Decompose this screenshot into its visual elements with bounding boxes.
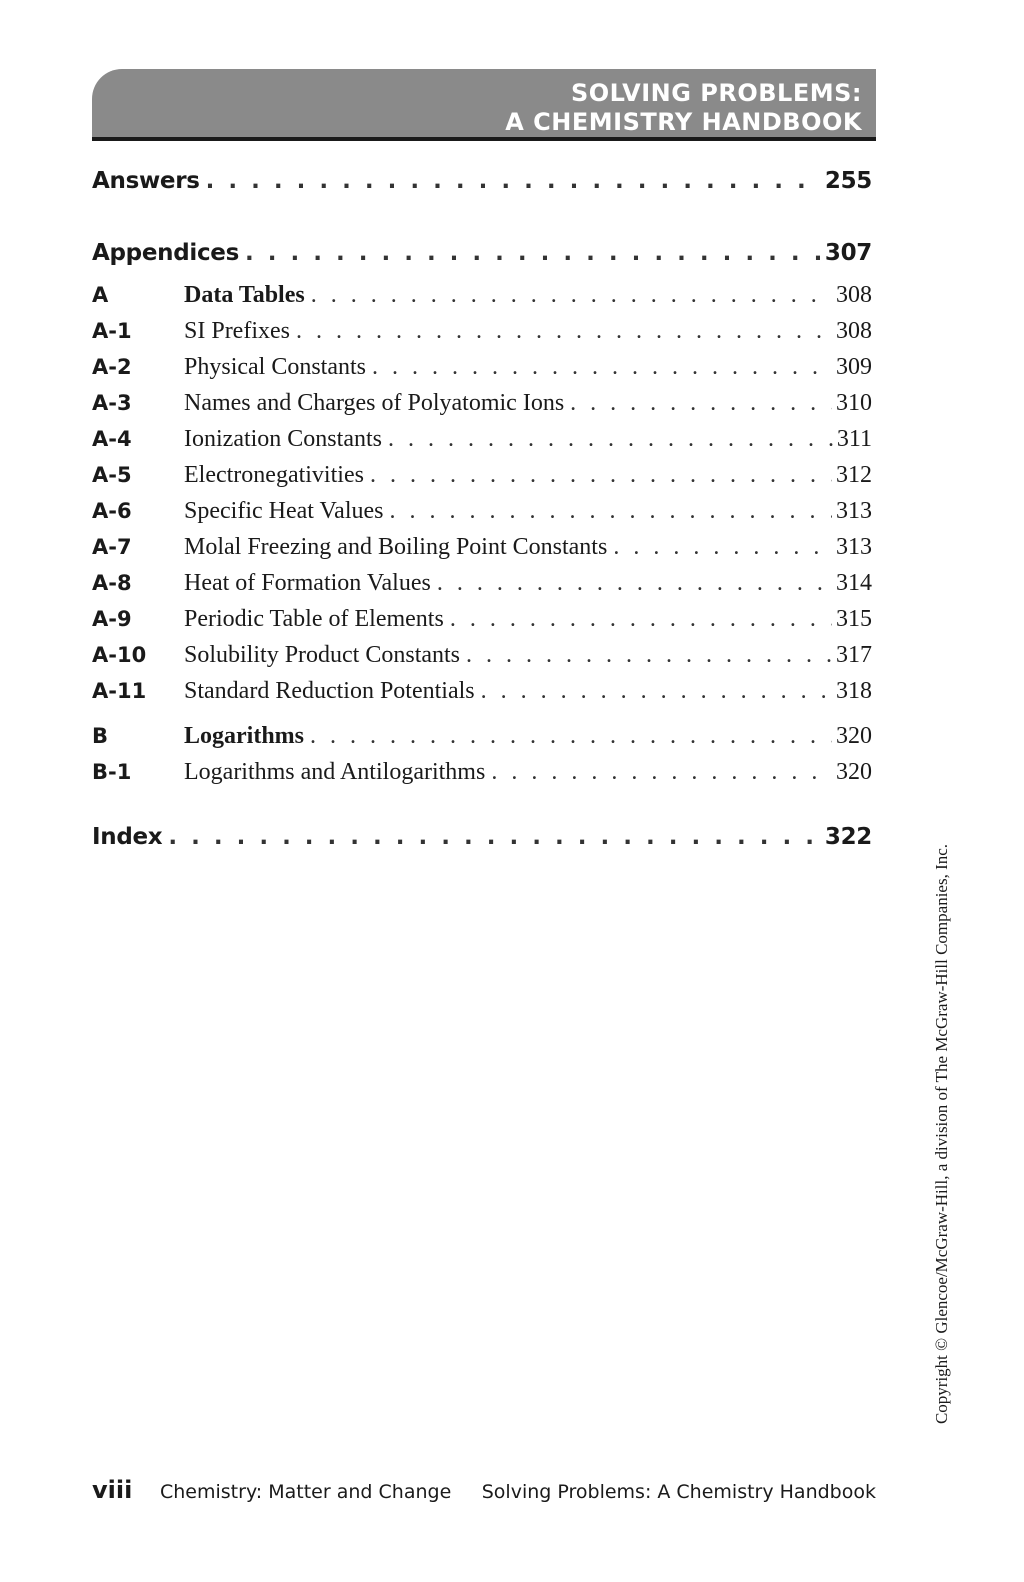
toc-item-page: 313 bbox=[836, 498, 872, 524]
dot-leader bbox=[481, 678, 832, 705]
toc-item-a-9[interactable] bbox=[92, 606, 872, 640]
toc-item-a-7[interactable] bbox=[92, 534, 872, 568]
dot-leader bbox=[491, 759, 832, 786]
dot-leader bbox=[570, 390, 832, 417]
toc-entry-title: Appendices bbox=[92, 240, 239, 266]
toc-item-code: A-1 bbox=[92, 319, 132, 343]
dot-leader bbox=[296, 318, 832, 345]
dot-leader bbox=[613, 534, 832, 561]
dot-leader bbox=[372, 354, 832, 381]
page-number: viii bbox=[92, 1476, 133, 1504]
copyright-notice: Copyright © Glencoe/McGraw-Hill, a division of The McGraw-Hill Companies, Inc. bbox=[932, 843, 951, 1425]
toc-item-title: Standard Reduction Potentials bbox=[184, 678, 475, 704]
toc-item-title: Names and Charges of Polyatomic Ions bbox=[184, 390, 565, 416]
toc-entry-title: Index bbox=[92, 824, 163, 850]
toc-item-code: A-11 bbox=[92, 679, 147, 703]
footer-book-title: Chemistry: Matter and Change bbox=[160, 1481, 452, 1503]
dot-leader bbox=[370, 462, 832, 489]
toc-item-code: B bbox=[92, 724, 109, 748]
toc-item-code: A bbox=[92, 283, 109, 307]
toc-item-page: 310 bbox=[836, 390, 872, 416]
toc-item-title: Electronegativities bbox=[184, 462, 364, 488]
toc-item-page: 314 bbox=[836, 570, 872, 596]
toc-item-b-1[interactable] bbox=[92, 759, 872, 793]
toc-item-code: A-10 bbox=[92, 643, 147, 667]
dot-leader bbox=[310, 723, 832, 750]
toc-entry-appendices[interactable] bbox=[92, 240, 872, 274]
footer-handbook-title: Solving Problems: A Chemistry Handbook bbox=[481, 1481, 876, 1503]
toc-item-page: 315 bbox=[836, 606, 872, 632]
toc-item-page: 320 bbox=[836, 759, 872, 785]
toc-item-title: Solubility Product Constants bbox=[184, 642, 461, 668]
dot-leader bbox=[437, 570, 832, 597]
dot-leader bbox=[450, 606, 832, 633]
toc-item-title: Logarithms and Antilogarithms bbox=[184, 759, 486, 785]
toc-item-a-2[interactable] bbox=[92, 354, 872, 388]
toc-item-a-4[interactable] bbox=[92, 426, 872, 460]
toc-item-a-5[interactable] bbox=[92, 462, 872, 496]
toc-item-page: 318 bbox=[836, 678, 872, 704]
toc-item-title: Physical Constants bbox=[184, 354, 367, 380]
toc-item-code: A-9 bbox=[92, 607, 132, 631]
dot-leader bbox=[245, 240, 821, 266]
toc-item-code: B-1 bbox=[92, 760, 132, 784]
toc-item-code: A-5 bbox=[92, 463, 132, 487]
header-title-line-1: SOLVING PROBLEMS: bbox=[570, 79, 862, 107]
toc-item-code: A-8 bbox=[92, 571, 132, 595]
toc-item-a-3[interactable] bbox=[92, 390, 872, 424]
toc-item-a-10[interactable] bbox=[92, 642, 872, 676]
toc-item-page: 311 bbox=[836, 426, 872, 452]
toc-item-code: A-4 bbox=[92, 427, 132, 451]
toc-entry-page: 322 bbox=[824, 824, 872, 850]
toc-item-a-1[interactable] bbox=[92, 318, 872, 352]
toc-item-page: 309 bbox=[836, 354, 872, 380]
toc-item-title: Molal Freezing and Boiling Point Constants bbox=[184, 534, 608, 560]
toc-item-a-11[interactable] bbox=[92, 678, 872, 712]
toc-item-page: 308 bbox=[836, 282, 872, 308]
dot-leader bbox=[206, 168, 821, 194]
dot-leader bbox=[390, 498, 833, 525]
toc-item-a[interactable] bbox=[92, 282, 872, 316]
toc-entry-answers[interactable] bbox=[92, 168, 872, 202]
toc-item-code: A-7 bbox=[92, 535, 132, 559]
dot-leader bbox=[388, 426, 833, 453]
toc-item-a-8[interactable] bbox=[92, 570, 872, 604]
toc-item-title: Logarithms bbox=[184, 723, 304, 749]
toc-item-title: Specific Heat Values bbox=[184, 498, 384, 524]
header-title-line-2: A CHEMISTRY HANDBOOK bbox=[505, 108, 862, 136]
dot-leader bbox=[311, 282, 832, 309]
toc-item-b[interactable] bbox=[92, 723, 872, 757]
toc-item-code: A-3 bbox=[92, 391, 132, 415]
section-header-bar bbox=[92, 69, 876, 141]
toc-item-code: A-6 bbox=[92, 499, 132, 523]
toc-item-page: 312 bbox=[836, 462, 872, 488]
toc-entry-page: 307 bbox=[824, 240, 872, 266]
toc-item-a-6[interactable] bbox=[92, 498, 872, 532]
toc-item-title: Heat of Formation Values bbox=[184, 570, 431, 596]
toc-item-title: Periodic Table of Elements bbox=[184, 606, 444, 632]
toc-item-page: 320 bbox=[836, 723, 872, 749]
toc-item-page: 313 bbox=[836, 534, 872, 560]
toc-entry-title: Answers bbox=[92, 168, 200, 194]
toc-item-title: Ionization Constants bbox=[184, 426, 382, 452]
dot-leader bbox=[168, 824, 821, 850]
dot-leader bbox=[466, 642, 832, 669]
toc-item-title: SI Prefixes bbox=[184, 318, 290, 344]
toc-item-page: 308 bbox=[836, 318, 872, 344]
toc-item-title: Data Tables bbox=[184, 282, 305, 308]
toc-entry-page: 255 bbox=[824, 168, 872, 194]
toc-entry-index[interactable] bbox=[92, 824, 872, 858]
toc-item-code: A-2 bbox=[92, 355, 132, 379]
toc-item-page: 317 bbox=[836, 642, 872, 668]
